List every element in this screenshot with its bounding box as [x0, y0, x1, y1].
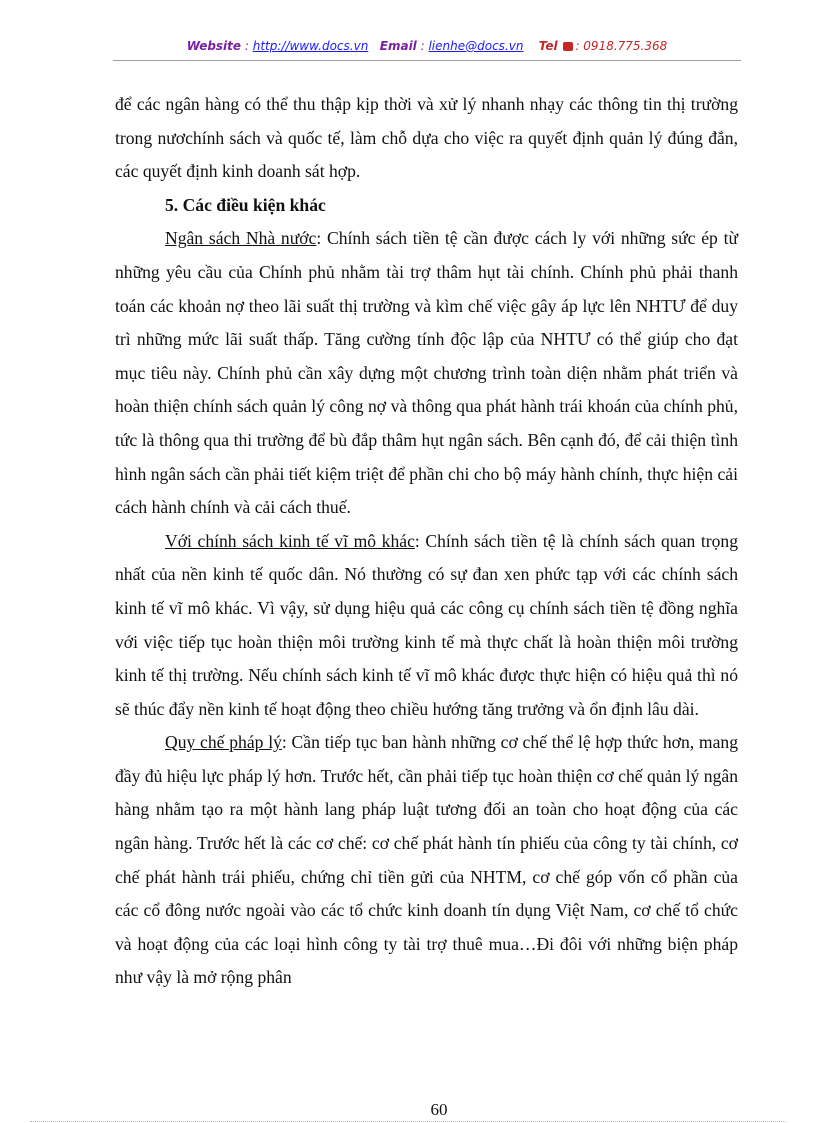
paragraph-macro-policy	[115, 525, 738, 727]
website-link[interactable]: http://www.docs.vn	[252, 39, 369, 53]
body-text	[115, 88, 738, 995]
paragraph-title-legal-framework: Quy chế pháp lý	[165, 732, 282, 753]
tel-label: Tel	[538, 39, 558, 53]
paragraph-body-legal-framework: : Cần tiếp tục ban hành những cơ chế thể lệ hợp thức hơn, mang đầy đủ hiệu lực pháp lý hơn. Trước hết, cần phải tiếp tục hoàn thiện cơ chế quản lý ngân hàng nhằm tạo ra một hành lang pháp luật tương đối an toàn cho hoạt động của các ngân hàng. Trước hết là các cơ chế: cơ chế phát hành tín phiếu của công ty tài chính, cơ chế phát hành trái phiếu, chứng chỉ tiền gửi của NHTM, cơ chế góp vốn cổ phần của các cổ đông nước ngoài vào các tổ chức kinh doanh tín dụng Việt Nam, cơ chế tổ chức và hoạt động của các loại hình công ty tài trợ thuê mua…Đi đôi với những biện pháp như vậy là mở rộng phân	[115, 732, 738, 988]
paragraph-body-macro-policy: : Chính sách tiền tệ là chính sách quan trọng nhất của nền kinh tế quốc dân. Nó thường có sự đan xen phức tạp với các chính sách kinh tế vĩ mô khác. Vì vậy, sử dụng hiệu quả các công cụ chính sách tiền tệ đồng nghĩa với việc tiếp tục hoàn thiện môi trường kinh tế mà thực chất là hoàn thiện môi trường kinh tế thị trường. Nếu chính sách kinh tế vĩ mô khác được thực hiện có hiệu quả thì nó sẽ thúc đẩy nền kinh tế hoạt động theo chiều hướng tăng trưởng và ổn định lâu dài.	[115, 530, 738, 719]
website-label: Website	[186, 39, 242, 53]
website-separator: :	[241, 39, 253, 53]
email-link[interactable]: lienhe@docs.vn	[428, 39, 524, 53]
paragraph-legal-framework	[115, 726, 738, 995]
email-label: Email	[379, 39, 417, 53]
tel-number: : 0918.775.368	[575, 39, 668, 53]
paragraph-title-state-budget: Ngân sách Nhà nước	[165, 228, 317, 249]
page-number: 60	[430, 1100, 448, 1119]
paragraph-title-macro-policy: Với chính sách kinh tế vĩ mô khác	[165, 530, 415, 551]
footer-divider	[30, 1121, 786, 1122]
header-divider	[113, 60, 741, 61]
phone-icon	[563, 42, 573, 51]
paragraph-body-state-budget: : Chính sách tiền tệ cần được cách ly với những sức ép từ những yêu cầu của Chính phủ nhằm tài trợ thâm hụt tài chính. Chính phủ phải thanh toán các khoản nợ theo lãi suất thị trường và kìm chế việc gây áp lực lên NHTƯ để duy trì những mức lãi suất thấp. Tăng cường tính độc lập của NHTƯ có thể giúp cho đạt mục tiêu này. Chính phủ cần xây dựng một chương trình toàn diện nhằm phát triển và hoàn thiện chính sách quản lý công nợ và thông qua phát hành trái khoán của chính phủ, tức là thông qua thi trường để bù đắp thâm hụt ngân sách. Bên cạnh đó, để cải thiện tình hình ngân sách cần phải tiết kiệm triệt để phần chi cho bộ máy hành chính, thực hiện cải cách hành chính và cải cách thuế.	[115, 228, 739, 518]
paragraph-continuation: để các ngân hàng có thể thu thập kịp thời và xử lý nhanh nhạy các thông tin thị trường trong nươchính sách và quốc tế, làm chỗ dựa cho việc ra quyết định quản lý đúng đắn, các quyết định kinh doanh sát hợp.	[115, 94, 738, 182]
section-heading: 5. Các điều kiện khác	[165, 194, 326, 215]
paragraph-state-budget	[115, 222, 738, 524]
page-header	[113, 39, 741, 61]
email-separator: :	[416, 39, 429, 53]
